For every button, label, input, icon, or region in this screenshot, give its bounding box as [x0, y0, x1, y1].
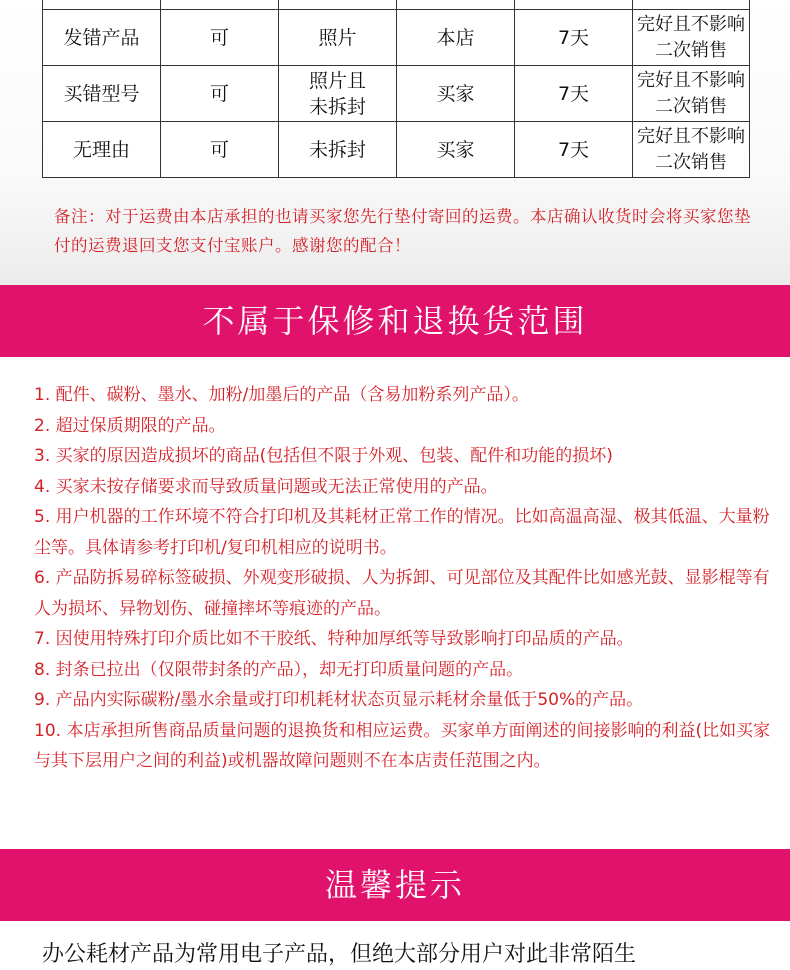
list-item: 6. 产品防拆易碎标签破损、外观变形破损、人为拆卸、可见部位及其配件比如感光鼓、显影棍等有人为损坏、异物划伤、碰撞摔坏等痕迹的产品。	[34, 568, 770, 619]
cell-condition: 完好且不影响二次销售	[633, 122, 750, 178]
cell-period: 7天	[515, 66, 633, 122]
cell-shipping-payer: 本店	[397, 10, 515, 66]
cell-returnable: 可	[161, 122, 279, 178]
table-row	[43, 122, 750, 178]
list-item: 4. 买家未按存储要求而导致质量问题或无法正常使用的产品。	[34, 476, 498, 497]
cell-condition: 完好且不影响二次销售	[633, 66, 750, 122]
cell-returnable: 可	[161, 66, 279, 122]
list-item: 3. 买家的原因造成损坏的商品(包括但不限于外观、包装、配件和功能的损坏)	[34, 446, 613, 466]
return-policy-table	[42, 0, 750, 178]
cell-evidence: 照片且未拆封	[279, 66, 397, 122]
shipping-remark: 备注：对于运费由本店承担的也请买家您先行垫付寄回的运费。本店确认收货时会将买家您垫付的运费退回支您支付宝账户。感谢您的配合！	[54, 207, 751, 255]
list-item: 8. 封条已拉出（仅限带封条的产品），却无打印质量问题的产品。	[34, 659, 524, 680]
cell-situation: 买错型号	[43, 66, 161, 122]
cell-returnable: 可	[161, 10, 279, 66]
cell-situation: 发错产品	[43, 10, 161, 66]
tips-paragraph: 办公耗材产品为常用电子产品，但绝大部分用户对此非常陌生	[42, 942, 637, 967]
list-item: 9. 产品内实际碳粉/墨水余量或打印机耗材状态页显示耗材余量低于50%的产品。	[34, 690, 644, 710]
cell-shipping-payer: 买家	[397, 66, 515, 122]
cell-period: 7天	[515, 10, 633, 66]
cell-condition: 完好且不影响二次销售	[633, 10, 750, 66]
list-item: 10. 本店承担所售商品质量问题的退换货和相应运费。买家单方面阐述的间接影响的利益(比如买家与其下层用户之间的利益)或机器故障问题则不在本店责任范围之内。	[34, 720, 771, 771]
cell-situation: 无理由	[43, 122, 161, 178]
section-banner-not-covered: 不属于保修和退换货范围	[0, 285, 790, 357]
not-covered-list	[34, 380, 786, 777]
table-row-header-cut	[43, 0, 750, 10]
table-row	[43, 10, 750, 66]
section-banner-tips: 温馨提示	[0, 849, 790, 921]
cell-evidence: 未拆封	[279, 122, 397, 178]
list-item: 5. 用户机器的工作环境不符合打印机及其耗材正常工作的情况。比如高温高湿、极其低温、大量粉尘等。具体请参考打印机/复印机相应的说明书。	[34, 507, 770, 558]
cell-shipping-payer: 买家	[397, 122, 515, 178]
table-row	[43, 66, 750, 122]
cell-period: 7天	[515, 122, 633, 178]
cell-evidence: 照片	[279, 10, 397, 66]
list-item: 7. 因使用特殊打印介质比如不干胶纸、特种加厚纸等导致影响打印品质的产品。	[34, 629, 634, 649]
policy-table-area	[0, 0, 790, 285]
list-item: 2. 超过保质期限的产品。	[34, 415, 226, 436]
list-item: 1. 配件、碳粉、墨水、加粉/加墨后的产品（含易加粉系列产品）。	[34, 385, 529, 405]
